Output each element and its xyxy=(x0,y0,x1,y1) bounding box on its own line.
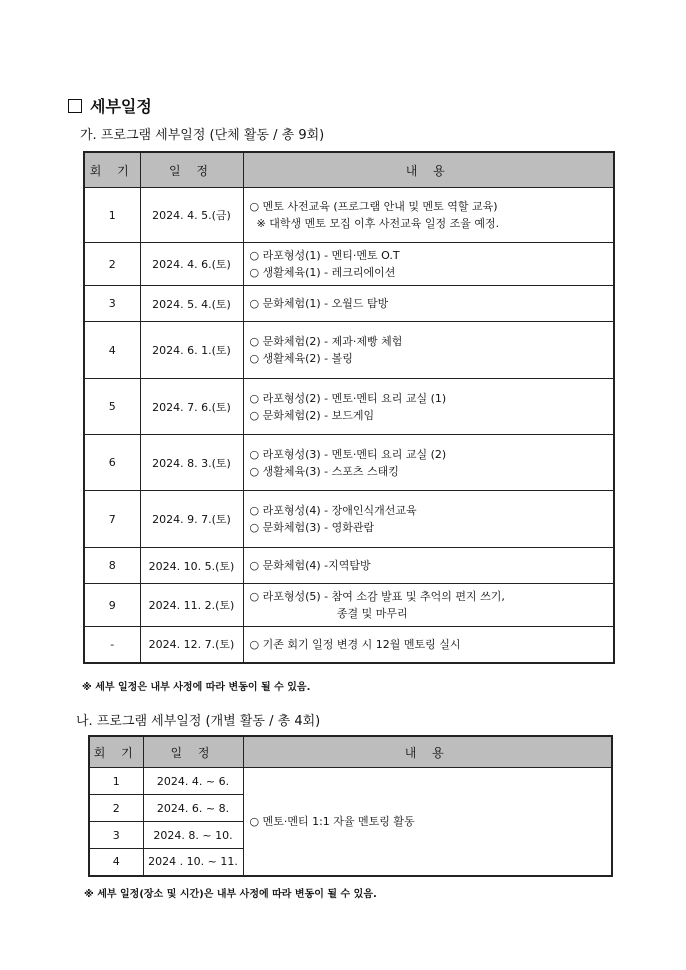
header-date: 일 정 xyxy=(140,152,243,188)
session-content xyxy=(243,491,614,548)
session-number: 2 xyxy=(89,795,143,822)
content-line: ※ 대학생 멘토 모집 이후 사전교육 일정 조율 예정. xyxy=(249,217,500,230)
session-number: 7 xyxy=(84,491,140,548)
content-line: ○ 기존 회기 일정 변경 시 12월 멘토링 실시 xyxy=(249,637,461,651)
header-date: 일 정 xyxy=(143,736,243,768)
session-number: 3 xyxy=(89,822,143,849)
session-content xyxy=(243,379,614,435)
content-line: ○ 문화체험(4) -지역탐방 xyxy=(249,559,371,572)
session-date: 2024. 7. 6.(토) xyxy=(140,379,243,435)
session-content xyxy=(243,627,614,663)
session-date: 2024. 11. 2.(토) xyxy=(140,584,243,627)
session-date: 2024. 8. ~ 10. xyxy=(143,822,243,849)
content-line: ○ 라포형성(4) - 장애인식개선교육 xyxy=(249,504,417,517)
session-content xyxy=(243,286,614,322)
session-number: 1 xyxy=(89,768,143,795)
session-number: 3 xyxy=(84,286,140,322)
session-number: 4 xyxy=(84,322,140,379)
session-content xyxy=(243,322,614,379)
content-line: ○ 문화체험(2) - 제과·제빵 체험 xyxy=(249,335,403,348)
session-date: 2024. 10. 5.(토) xyxy=(140,548,243,584)
content-line: 종결 및 마무리 xyxy=(249,607,408,620)
table-header-row xyxy=(84,152,614,188)
header-content: 내 용 xyxy=(243,736,612,768)
session-content: ○ 멘토·멘티 1:1 자율 멘토링 활동 xyxy=(243,768,612,876)
header-content: 내 용 xyxy=(243,152,614,188)
team-schedule-table xyxy=(83,151,615,664)
session-date: 2024. 12. 7.(토) xyxy=(140,627,243,663)
session-content xyxy=(243,548,614,584)
table-row xyxy=(84,435,614,491)
session-content xyxy=(243,435,614,491)
session-date: 2024 . 10. ~ 11. xyxy=(143,849,243,876)
session-number: 5 xyxy=(84,379,140,435)
team-schedule-note: ※ 세부 일정은 내부 사정에 따라 변동이 될 수 있음. xyxy=(82,682,311,693)
content-line: ○ 라포형성(5) - 참여 소감 발표 및 추억의 편지 쓰기, xyxy=(249,590,505,603)
session-date: 2024. 8. 3.(토) xyxy=(140,435,243,491)
session-date: 2024. 4. 6.(토) xyxy=(140,243,243,286)
content-line: ○ 라포형성(2) - 멘토·멘티 요리 교실 (1) xyxy=(249,391,447,405)
header-session: 회 기 xyxy=(84,152,140,188)
content-line: ○ 라포형성(1) - 멘티·멘토 O.T xyxy=(249,249,400,262)
content-line: ○ 문화체험(2) - 보드게임 xyxy=(249,408,375,422)
checkbox-square-icon xyxy=(68,99,82,113)
session-number: 4 xyxy=(89,849,143,876)
table-row xyxy=(84,627,614,663)
session-number: 6 xyxy=(84,435,140,491)
team-schedule-title: 가. 프로그램 세부일정 (단체 활동 / 총 9회) xyxy=(80,128,325,143)
session-number: 9 xyxy=(84,584,140,627)
individual-schedule-note: ※ 세부 일정(장소 및 시간)은 내부 사정에 따라 변동이 될 수 있음. xyxy=(84,889,377,900)
individual-schedule-title: 나. 프로그램 세부일정 (개별 활동 / 총 4회) xyxy=(76,714,321,729)
table-row xyxy=(89,768,612,795)
session-number: 8 xyxy=(84,548,140,584)
session-content xyxy=(243,584,614,627)
table-row xyxy=(84,584,614,627)
session-date: 2024. 4. 5.(금) xyxy=(140,188,243,243)
session-date: 2024. 5. 4.(토) xyxy=(140,286,243,322)
table-row xyxy=(84,322,614,379)
table-header-row xyxy=(89,736,612,768)
individual-schedule-table xyxy=(88,735,613,877)
content-line: ○ 멘토 사전교육 (프로그램 안내 및 멘토 역할 교육) xyxy=(249,200,498,213)
session-number: 2 xyxy=(84,243,140,286)
table-row xyxy=(84,491,614,548)
table-row xyxy=(84,548,614,584)
content-line: ○ 문화체험(3) - 영화관람 xyxy=(249,521,375,534)
session-date: 2024. 6. ~ 8. xyxy=(143,795,243,822)
session-date: 2024. 6. 1.(토) xyxy=(140,322,243,379)
session-number: 1 xyxy=(84,188,140,243)
session-content xyxy=(243,188,614,243)
content-line: ○ 라포형성(3) - 멘토·멘티 요리 교실 (2) xyxy=(249,447,447,461)
table-row xyxy=(84,286,614,322)
session-number: - xyxy=(84,627,140,663)
table-row xyxy=(84,243,614,286)
session-date: 2024. 9. 7.(토) xyxy=(140,491,243,548)
session-content xyxy=(243,243,614,286)
section-title-text: 세부일정 xyxy=(90,97,152,116)
content-line: ○ 생활체육(3) - 스포츠 스태킹 xyxy=(249,464,399,478)
section-title xyxy=(68,94,152,117)
content-line: ○ 생활체육(1) - 레크리에이션 xyxy=(249,266,396,279)
table-row xyxy=(84,379,614,435)
header-session: 회 기 xyxy=(89,736,143,768)
content-line: ○ 문화체험(1) - 오월드 탐방 xyxy=(249,297,389,310)
table-row xyxy=(84,188,614,243)
session-date: 2024. 4. ~ 6. xyxy=(143,768,243,795)
content-line: ○ 생활체육(2) - 볼링 xyxy=(249,352,353,365)
